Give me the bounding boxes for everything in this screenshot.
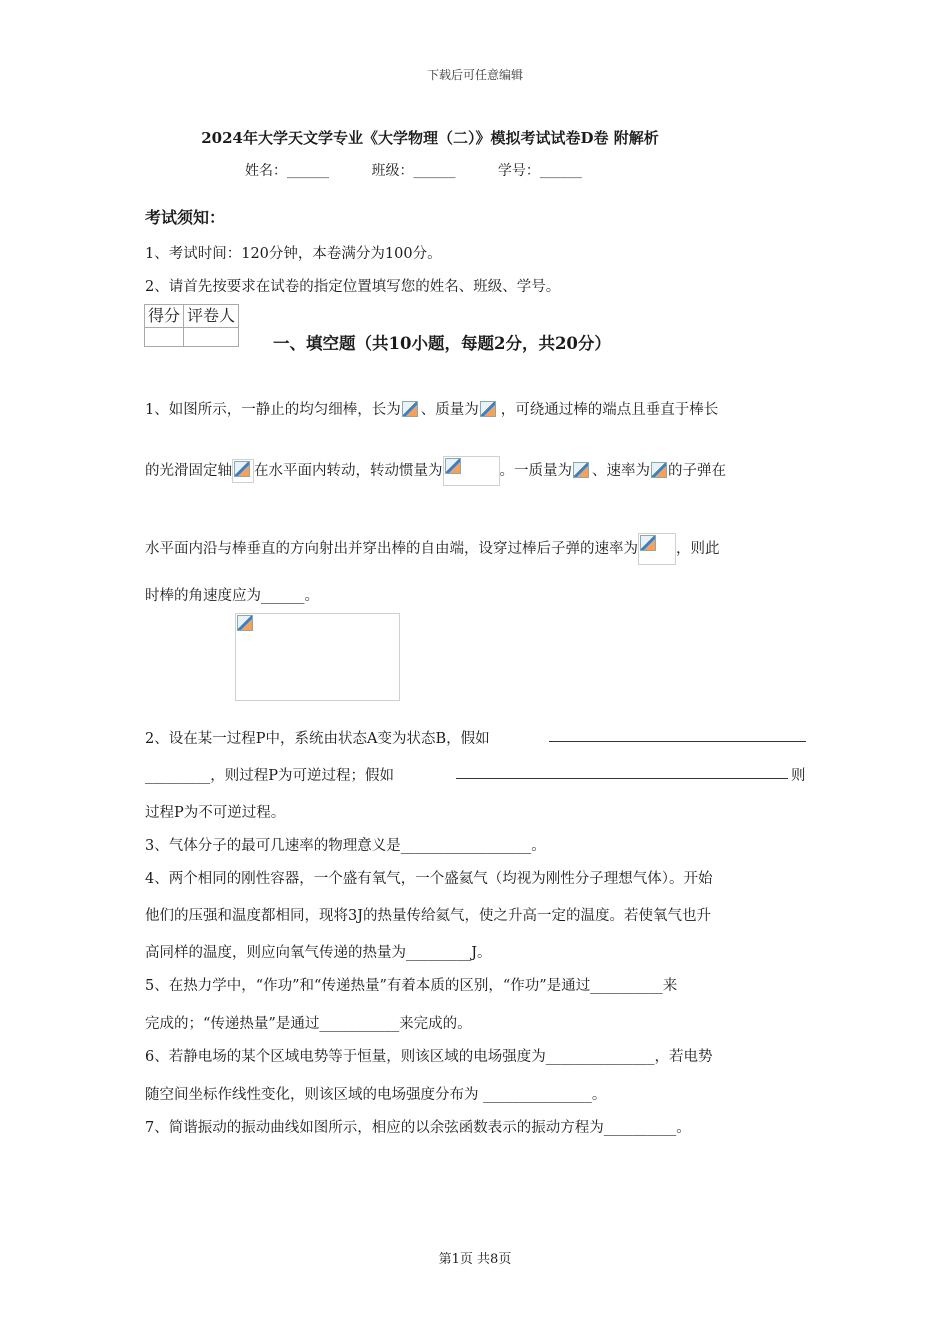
q1-figure [235, 613, 400, 701]
exam-title: 2024年大学天文学专业《大学物理（二）》模拟考试试卷D卷 附解析 [201, 129, 659, 147]
student-info [245, 160, 620, 180]
q4-line3: 高同样的温度，则应向氧气传递的热量为_________J。 [145, 945, 492, 961]
q1-line1: 1、如图所示，一静止的均匀细棒，长为 、质量为 ，可绕通过棒的端点且垂直于棒长 [145, 402, 719, 418]
q2-line1: 2、设在某一过程P中，系统由状态A变为状态B，假如 [145, 731, 490, 747]
formula-image-icon [638, 533, 676, 565]
q2-blank-1 [549, 741, 806, 742]
q5-line1: 5、在热力学中，“作功”和“传递热量”有着本质的区别，“作功”是通过__________来 [145, 978, 678, 994]
q2-line2-end: 则 [791, 768, 806, 784]
notice-item: 1、考试时间：120分钟，本卷满分为100分。 [145, 246, 442, 262]
grader-cell [184, 328, 239, 347]
class-field: 班级：______ [371, 163, 456, 179]
formula-image-icon [479, 400, 501, 420]
name-field: 姓名：______ [245, 163, 329, 179]
formula-image-icon [572, 461, 592, 481]
score-header: 得分 [145, 305, 184, 328]
formula-image-icon [401, 400, 421, 420]
q4-line1: 4、两个相同的刚性容器，一个盛有氧气，一个盛氦气（均视为刚性分子理想气体）。开始 [145, 871, 713, 887]
q5-line2: 完成的；“传递热量”是通过___________来完成的。 [145, 1016, 472, 1032]
page-header: 下载后可任意编辑 [426, 68, 523, 82]
score-cell [145, 328, 184, 347]
page-footer: 第1页 共8页 [438, 1252, 512, 1267]
q2-blank-2 [456, 778, 788, 779]
formula-image-icon [650, 461, 668, 481]
q3: 3、气体分子的最可几速率的物理意义是__________________。 [145, 838, 546, 854]
q1-line2-text: 的光滑固定轴 在水平面内转动，转动惯量为 。一质量为 、速率为 的子弹在 [145, 456, 726, 486]
broken-image-icon [237, 615, 253, 631]
notice-heading: 考试须知： [145, 208, 226, 227]
q7: 7、简谐振动的振动曲线如图所示，相应的以余弦函数表示的振动方程为__________。 [145, 1120, 691, 1136]
q2-line2: _________，则过程P为可逆过程；假如 [145, 768, 395, 784]
q6-line2: 随空间坐标作线性变化，则该区域的电场强度分布为 _______________。 [145, 1087, 607, 1103]
score-table [144, 304, 239, 347]
q6-line1: 6、若静电场的某个区域电势等于恒量，则该区域的电场强度为_______________，若电势 [145, 1049, 713, 1065]
id-field: 学号：______ [497, 163, 582, 179]
q1-line3: 水平面内沿与棒垂直的方向射出并穿出棒的自由端，设穿过棒后子弹的速率为 ，则此 [145, 533, 720, 565]
formula-image-icon [232, 459, 254, 483]
q1-line4: 时棒的角速度应为______。 [145, 588, 319, 604]
q4-line2: 他们的压强和温度都相同，现将3J的热量传给氦气，使之升高一定的温度。若使氧气也升 [145, 908, 712, 924]
section-title: 一、填空题（共10小题，每题2分，共20分） [273, 334, 611, 353]
notice-item: 2、请首先按要求在试卷的指定位置填写您的姓名、班级、学号。 [145, 279, 561, 295]
formula-image-icon [443, 456, 500, 486]
q2-line3: 过程P为不可逆过程。 [145, 805, 286, 821]
grader-header: 评卷人 [184, 305, 239, 328]
